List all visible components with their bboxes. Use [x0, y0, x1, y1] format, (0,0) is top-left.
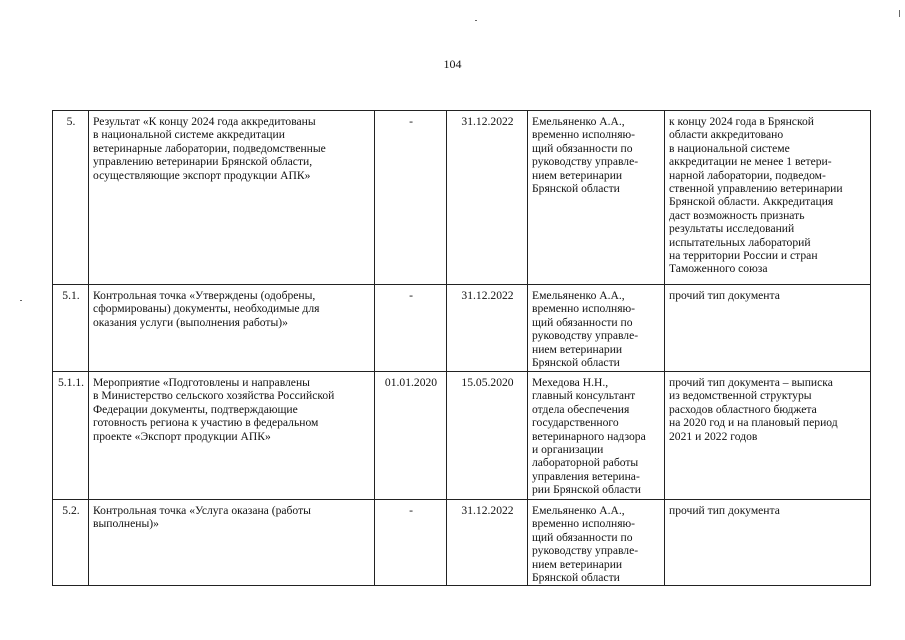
scan-speck — [899, 10, 900, 17]
row-number-cell: 5. — [53, 111, 89, 285]
activity-name-cell: Контрольная точка «Утверждены (одобрены, сформированы) документы, необходимые для оказания услуги (выполнения работы)» — [89, 285, 375, 372]
end-date-cell: 31.12.2022 — [447, 285, 528, 372]
activity-name-cell: Результат «К концу 2024 года аккредитованы в национальной системе аккредитации ветеринарные лаборатории, подведомственные управлению ветеринарии Брянской области, осуществляющие экспорт продукции АПК» — [89, 111, 375, 285]
plan-table — [52, 110, 871, 586]
responsible-cell: Емельяненко А.А., временно исполняю- щий обязанности по руководству управле- нием ветеринарии Брянской области — [528, 500, 665, 586]
row-number-cell: 5.1.1. — [53, 372, 89, 500]
end-date-cell: 15.05.2020 — [447, 372, 528, 500]
result-cell: прочий тип документа — [665, 285, 871, 372]
end-date-cell: 31.12.2022 — [447, 500, 528, 586]
activity-name-cell: Контрольная точка «Услуга оказана (работы выполнены)» — [89, 500, 375, 586]
start-date-cell: - — [375, 285, 447, 372]
responsible-cell: Емельяненко А.А., временно исполняю- щий обязанности по руководству управле- нием ветеринарии Брянской области — [528, 111, 665, 285]
scan-speck — [20, 300, 22, 301]
table-row — [53, 285, 871, 372]
row-number-cell: 5.1. — [53, 285, 89, 372]
end-date-cell: 31.12.2022 — [447, 111, 528, 285]
page-number: 104 — [443, 57, 462, 71]
responsible-cell: Емельяненко А.А., временно исполняю- щий обязанности по руководству управле- нием ветеринарии Брянской области — [528, 285, 665, 372]
table-row — [53, 500, 871, 586]
start-date-cell: - — [375, 111, 447, 285]
responsible-cell: Мехедова Н.Н., главный консультант отдела обеспечения государственного ветеринарного надзора и организации лабораторной работы управления ветерина- рии Брянской области — [528, 372, 665, 500]
scan-speck — [475, 20, 477, 21]
row-number-cell: 5.2. — [53, 500, 89, 586]
table-row — [53, 111, 871, 285]
result-cell: прочий тип документа – выписка из ведомственной структуры расходов областного бюджета на 2020 год и на плановый период 2021 и 2022 годов — [665, 372, 871, 500]
table-row — [53, 372, 871, 500]
start-date-cell: 01.01.2020 — [375, 372, 447, 500]
result-cell: прочий тип документа — [665, 500, 871, 586]
start-date-cell: - — [375, 500, 447, 586]
activity-name-cell: Мероприятие «Подготовлены и направлены в Министерство сельского хозяйства Российской Федерации документы, подтверждающие готовность региона к участию в федеральном проекте «Экспорт продукции АПК» — [89, 372, 375, 500]
result-cell: к концу 2024 года в Брянской области аккредитовано в национальной системе аккредитации не менее 1 ветери- нарной лаборатории, подведом- ственной управлению ветеринарии Брянской области. Аккредитация даст возможность признать результаты исследований испытательных лабораторий на территории России и стран Таможенного союза — [665, 111, 871, 285]
